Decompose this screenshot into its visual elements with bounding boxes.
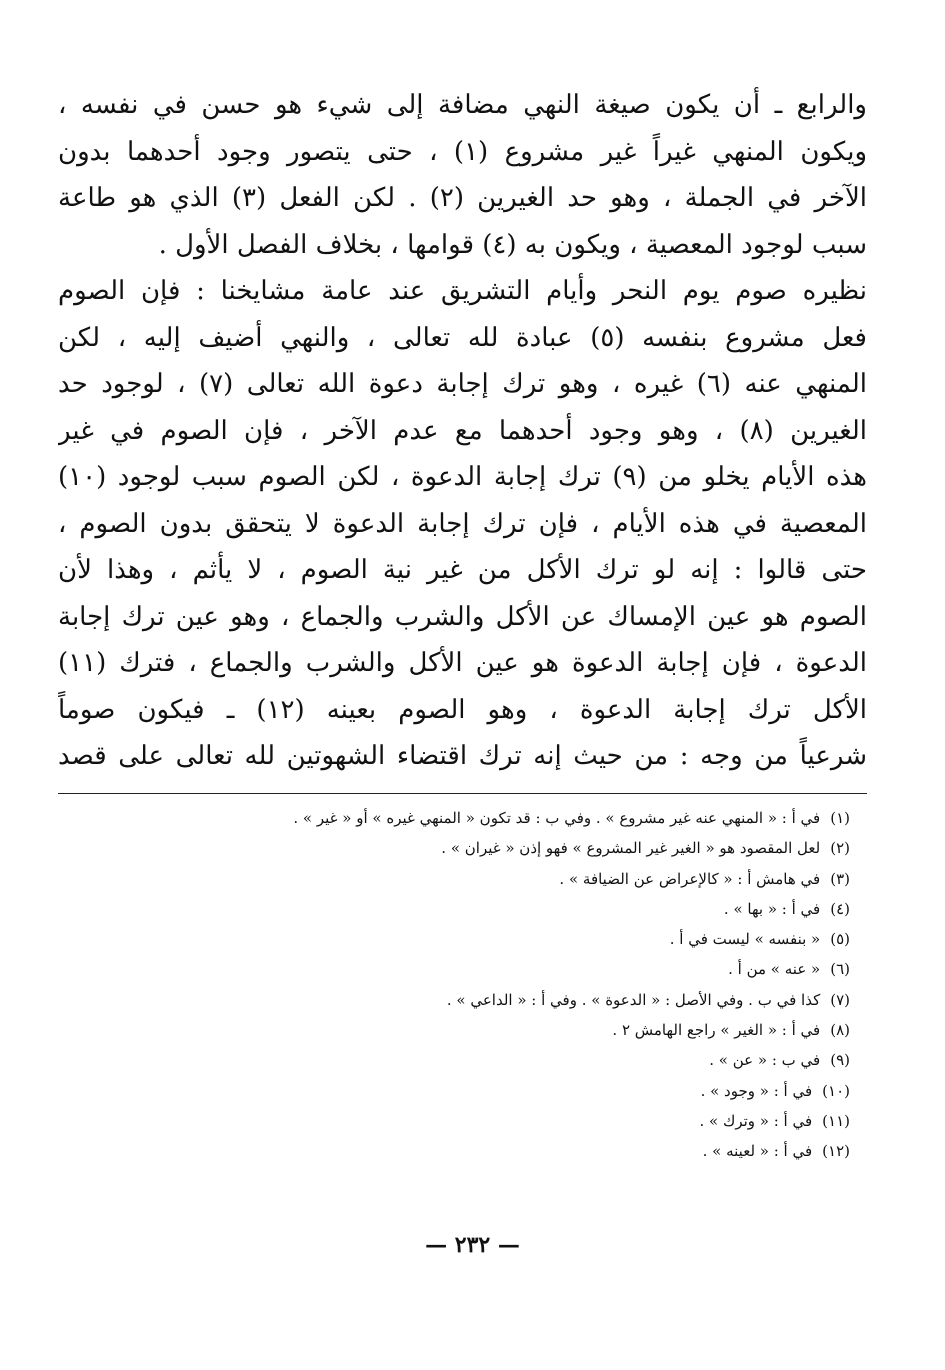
footnote-text: في أ : « وجود » .	[700, 1081, 813, 1100]
footnote-text: في أ : « الغير » راجع الهامش ٢ .	[612, 1021, 821, 1040]
footnote-number: (١١)	[822, 1111, 850, 1130]
footnote-number: (١)	[830, 809, 850, 827]
footnote-number: (٣)	[830, 869, 850, 888]
text-line: سبب لوجود المعصية ، ويكون به (٤) قوامها ، بخلاف الفصل الأول .	[158, 229, 867, 260]
footnote-text: في أ : « بها » .	[723, 899, 821, 918]
footnotes-section	[80, 803, 850, 1167]
footnote	[80, 803, 850, 833]
footnote-number: (٤)	[830, 899, 850, 918]
footnote	[80, 954, 850, 984]
footnote	[80, 985, 850, 1015]
text-line: هذه الأيام يخلو من (٩) ترك إجابة الدعوة ، لكن الصوم سبب لوجود (١٠)	[58, 462, 867, 492]
footnote	[80, 833, 850, 863]
footnote-number: (١٠)	[822, 1081, 850, 1100]
footnote	[80, 894, 850, 924]
footnote-number: (١٢)	[822, 1142, 850, 1161]
footnote-number: (٢)	[830, 839, 850, 858]
footnote-separator	[58, 793, 867, 794]
main-text-body	[58, 82, 867, 780]
text-line: المنهي عنه (٦) غيره ، وهو ترك إجابة دعوة الله تعالى (٧) ، لوجود حد	[58, 369, 867, 399]
text-line: الآخر في الجملة ، وهو حد الغيرين (٢) . لكن الفعل (٣) الذي هو طاعة	[58, 183, 867, 213]
footnote	[80, 1106, 850, 1136]
footnote	[80, 1045, 850, 1075]
footnote-text: « بنفسه » ليست في أ .	[669, 930, 821, 949]
text-line: ويكون المنهي غيراً غير مشروع (١) ، حتى يتصور وجود أحدهما بدون	[58, 136, 867, 167]
text-line: المعصية في هذه الأيام ، فإن ترك إجابة الدعوة لا يتحقق بدون الصوم ،	[58, 508, 867, 539]
footnote	[80, 864, 850, 894]
footnote	[80, 1015, 850, 1045]
footnote-text: في ب : « عن » .	[709, 1051, 821, 1070]
footnote-number: (٧)	[830, 990, 850, 1009]
text-line: الغيرين (٨) ، وهو وجود أحدهما مع عدم الآخر ، فإن الصوم في غير	[58, 415, 867, 446]
text-line: الصوم هو عين الإمساك عن الأكل والشرب والجماع ، وهو عين ترك إجابة	[58, 601, 867, 632]
footnote	[80, 1136, 850, 1166]
text-line: حتى قالوا : إنه لو ترك الأكل من غير نية الصوم ، لا يأثم ، وهذا لأن	[58, 555, 867, 585]
footnote-text: في أ : « لعينه » .	[702, 1142, 813, 1161]
footnote-text: في أ : « المنهي عنه غير مشروع » . وفي ب : قد تكون « المنهي غيره » أو « غير » .	[293, 809, 821, 827]
text-line: الدعوة ، فإن إجابة الدعوة هو عين الأكل والشرب والجماع ، فترك (١١)	[58, 648, 867, 678]
footnote	[80, 924, 850, 954]
footnote	[80, 1076, 850, 1106]
footnote-number: (٨)	[830, 1021, 850, 1040]
footnote-text: في هامش أ : « كالإعراض عن الضيافة » .	[559, 869, 821, 888]
footnote-text: كذا في ب . وفي الأصل : « الدعوة » . وفي أ : « الداعي » .	[446, 990, 821, 1009]
text-line: والرابع ـ أن يكون صيغة النهي مضافة إلى شيء هو حسن في نفسه ،	[58, 90, 867, 120]
footnote-number: (٩)	[830, 1051, 850, 1070]
footnote-text: في أ : « وترك » .	[699, 1111, 813, 1130]
page-number: — ٢٣٢ —	[425, 1232, 520, 1258]
text-line: نظيره صوم يوم النحر وأيام التشريق عند عامة مشايخنا : فإن الصوم	[58, 276, 867, 306]
text-line: شرعياً من وجه : من حيث إنه ترك اقتضاء الشهوتين لله تعالى على قصد	[58, 741, 867, 771]
footnote-text: لعل المقصود هو « الغير غير المشروع » فهو إذن « غيران » .	[441, 839, 821, 858]
footnote-number: (٥)	[830, 930, 850, 949]
text-line: فعل مشروع بنفسه (٥) عبادة لله تعالى ، والنهي أضيف إليه ، لكن	[58, 322, 867, 353]
footnote-number: (٦)	[830, 960, 850, 979]
text-line: الأكل ترك إجابة الدعوة ، وهو الصوم بعينه (١٢) ـ فيكون صوماً	[58, 694, 867, 725]
footnote-text: « عنه » من أ .	[728, 960, 821, 979]
